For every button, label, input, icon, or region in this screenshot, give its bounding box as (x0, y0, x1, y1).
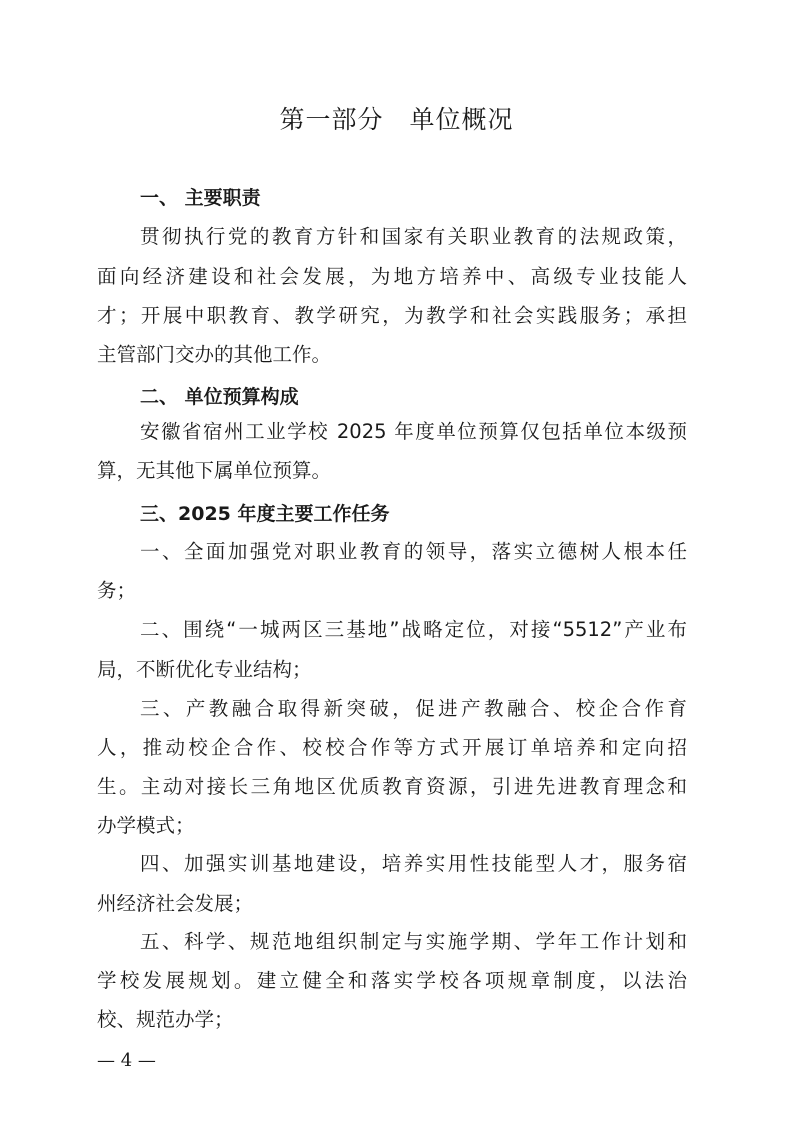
paragraph-line: 四、加强实训基地建设，培养实用性技能型人才，服务宿 (140, 852, 687, 875)
section-heading-tasks: 三、2025 年度主要工作任务 (140, 503, 390, 525)
section-heading-duties: 一、 主要职责 (140, 187, 261, 209)
paragraph-line: 主管部门交办的其他工作。 (97, 343, 332, 366)
paragraph-line: 安徽省宿州工业学校 2025 年度单位预算仅包括单位本级预 (140, 420, 687, 443)
paragraph-line: 五、科学、规范地组织制定与实施学期、学年工作计划和 (140, 930, 687, 953)
paragraph-line: 人，推动校企合作、校校合作等方式开展订单培养和定向招 (97, 736, 687, 759)
page-title: 第一部分 单位概况 (279, 105, 514, 134)
paragraph-line: 贯彻执行党的教育方针和国家有关职业教育的法规政策， (140, 225, 687, 248)
paragraph-line: 三、产教融合取得新突破，促进产教融合、校企合作育 (140, 697, 687, 720)
page-number: — 4 — (97, 1050, 156, 1071)
paragraph-line: 二、围绕“一城两区三基地”战略定位，对接“5512”产业布 (140, 618, 687, 641)
paragraph-line: 一、全面加强党对职业教育的领导，落实立德树人根本任 (140, 540, 687, 563)
paragraph-line: 算，无其他下属单位预算。 (97, 459, 332, 482)
paragraph-line: 学校发展规划。建立健全和落实学校各项规章制度，以法治 (97, 969, 687, 992)
paragraph-line: 务； (97, 579, 137, 602)
paragraph-line: 局，不断优化专业结构； (97, 658, 312, 681)
paragraph-line: 才；开展中职教育、教学研究，为教学和社会实践服务；承担 (97, 304, 687, 327)
paragraph-line: 生。主动对接长三角地区优质教育资源，引进先进教育理念和 (97, 775, 687, 798)
paragraph-line: 州经济社会发展； (97, 892, 254, 915)
paragraph-line: 校、规范办学； (97, 1008, 234, 1031)
paragraph-line: 办学模式； (97, 814, 195, 837)
paragraph-line: 面向经济建设和社会发展，为地方培养中、高级专业技能人 (97, 265, 687, 288)
section-heading-budget: 二、 单位预算构成 (140, 386, 299, 408)
